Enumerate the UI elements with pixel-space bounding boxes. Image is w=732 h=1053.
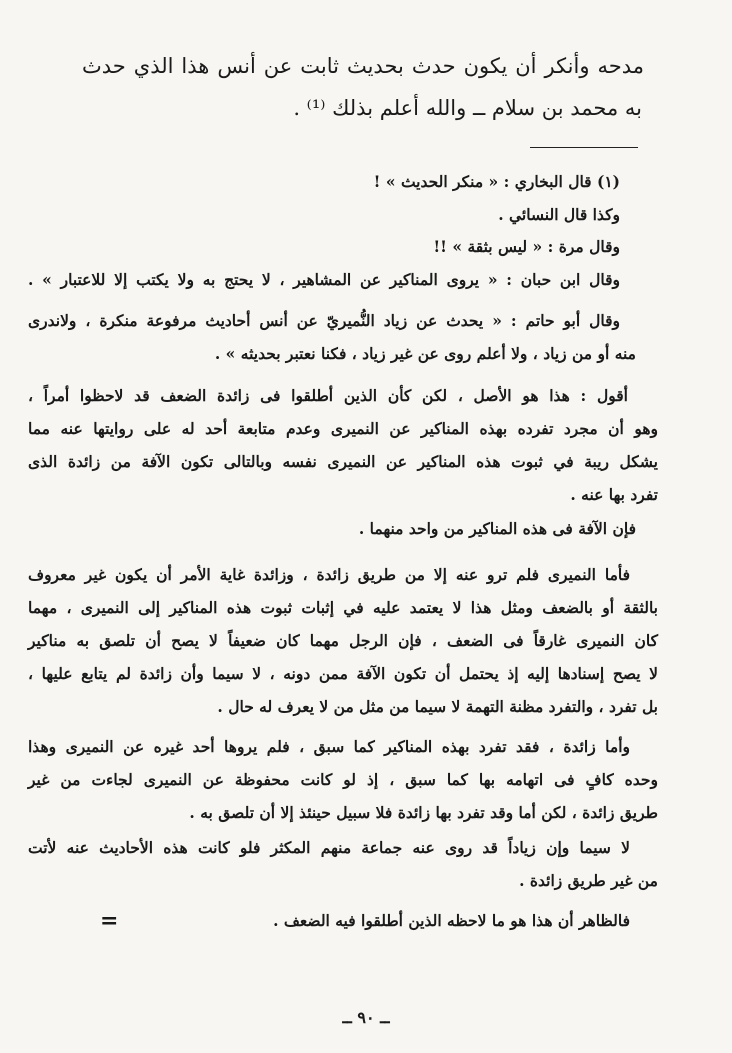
footnote-line: بالثقة أو بالضعف ومثل هذا لا يعتمد عليه في إثبات ثبوت هذه المناكير إلى النميرى ، مهما (28, 598, 658, 617)
footnote-line: وقال أبو حاتم : « يحدث عن زياد النُّميريّ عن أنس أحاديث مرفوعة منكرة ، ولاندرى (28, 311, 620, 330)
footnote-line: وحده كافٍ فى اتهامه بها كما سبق ، إذ لو كانت محفوظة عن النميرى لجاءت من غير (28, 770, 658, 789)
footnote-line: لا سيما وإن زياداً قد روى عنه جماعة منهم المكثر فلو كانت هذه الأحاديث عنه لأتت (28, 838, 630, 857)
footnote-line: (١) قال البخاري : « منكر الحديث » ! (373, 172, 620, 191)
footnote-line: وقال ابن حبان : « يروى المناكير عن المشاهير ، لا يحتج به ولا يكتب إلا للاعتبار » . (28, 270, 620, 289)
footnote-line: من غير طريق زائدة . (519, 871, 658, 890)
footnote-line: أقول : هذا هو الأصل ، لكن كأن الذين أطلقوا فى زائدة الضعف قد لاحظوا أمراً ، (28, 386, 628, 405)
main-text-line: مدحه وأنكر أن يكون حدث بحديث ثابت عن أنس هذا الذي حدث (82, 54, 644, 78)
footnote-line: فالظاهر أن هذا هو ما لاحظه الذين أطلقوا فيه الضعف . (273, 911, 630, 930)
footnote-line: تفرد بها عنه . (570, 485, 658, 504)
page-number: ــ ٩٠ ــ (342, 1008, 390, 1027)
footnote-line: فإن الآفة فى هذه المناكير من واحد منهما . (358, 519, 636, 538)
footnote-line: وهو أن مجرد تفرده بهذه المناكير عن النميرى وعدم متابعة أحد له على روايتها عنه مما (28, 419, 658, 438)
footnote-line: بل تفرد ، والتفرد مظنة التهمة لا سيما من مثل من لا يعرف له حال . (217, 697, 658, 716)
footnote-line: وكذا قال النسائي . (498, 205, 620, 224)
footnote-line: لا يصح إسنادها إليه إذ يحتمل أن تكون الآفة ممن دونه ، لا سيما وأن زائدة لم يتابع عليها ، (28, 664, 658, 683)
footnote-line: يشكل ريبة في ثبوت هذه المناكير عن النميرى نفسه وبالتالى تكون الآفة من زائدة الذى (28, 452, 658, 471)
footnote-line: وأما زائدة ، فقد تفرد بهذه المناكير كما سبق ، فلم يروها أحد غيره عن النميرى وهذا (28, 737, 630, 756)
footnote-line: طريق زائدة ، لكن أما وقد تفرد بها زائدة فلا سبيل حينئذ إلا أن تلصق به . (189, 803, 658, 822)
continuation-mark: = (100, 908, 119, 934)
footnote-separator (530, 147, 638, 148)
footnote-line: كان النميرى غارقاً فى الضعف ، فإن الرجل مهما كان ضعيفاً لا يصح أن تلصق به مناكير (28, 631, 658, 650)
main-text-line: به محمد بن سلام ــ والله أعلم بذلك ⁽¹⁾ . (293, 96, 642, 120)
footnote-line: منه أو من زياد ، ولا أعلم روى عن غير زياد ، فكنا نعتبر بحديثه » . (214, 344, 636, 363)
footnote-line: فأما النميرى فلم ترو عنه إلا من طريق زائدة ، وزائدة غاية الأمر أن يكون غير معروف (28, 565, 630, 584)
footnote-line: وقال مرة : « ليس بثقة » !! (433, 237, 620, 256)
